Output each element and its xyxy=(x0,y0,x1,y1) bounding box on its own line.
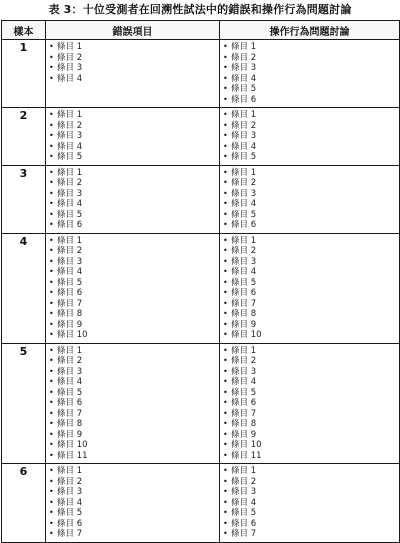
error-item: • 條目 2 xyxy=(49,477,217,488)
error-item: • 條目 4 xyxy=(49,498,217,509)
discussion-item: • 條目 5 xyxy=(223,84,397,95)
sample-cell: 1 xyxy=(2,40,46,108)
discussion-item: • 條目 2 xyxy=(223,53,397,64)
table-row xyxy=(2,233,400,343)
discussion-cell xyxy=(220,108,400,166)
discussion-item: • 條目 1 xyxy=(223,42,397,53)
header-discussion: 操作行為問題討論 xyxy=(220,21,400,40)
error-item: • 條目 6 xyxy=(49,220,217,231)
discussion-item: • 條目 11 xyxy=(223,451,397,462)
error-item: • 條目 5 xyxy=(49,388,217,399)
discussion-list xyxy=(223,346,397,462)
discussion-item: • 條目 4 xyxy=(223,377,397,388)
errors-cell xyxy=(46,233,220,343)
error-item: • 條目 4 xyxy=(49,377,217,388)
error-item: • 條目 7 xyxy=(49,529,217,540)
discussion-item: • 條目 9 xyxy=(223,430,397,441)
error-item: • 條目 9 xyxy=(49,320,217,331)
error-item: • 條目 1 xyxy=(49,466,217,477)
error-item: • 條目 2 xyxy=(49,178,217,189)
errors-list xyxy=(49,236,217,341)
error-item: • 條目 10 xyxy=(49,440,217,451)
error-item: • 條目 2 xyxy=(49,246,217,257)
errors-list xyxy=(49,110,217,163)
error-item: • 條目 6 xyxy=(49,288,217,299)
error-item: • 條目 9 xyxy=(49,430,217,441)
table-row xyxy=(2,464,400,543)
discussion-cell xyxy=(220,165,400,233)
error-item: • 條目 1 xyxy=(49,346,217,357)
discussion-item: • 條目 2 xyxy=(223,356,397,367)
discussion-item: • 條目 1 xyxy=(223,346,397,357)
error-item: • 條目 3 xyxy=(49,63,217,74)
discussion-list xyxy=(223,168,397,231)
discussion-item: • 條目 2 xyxy=(223,121,397,132)
discussion-item: • 條目 8 xyxy=(223,419,397,430)
discussion-item: • 條目 8 xyxy=(223,309,397,320)
table-body xyxy=(2,40,400,543)
error-item: • 條目 3 xyxy=(49,189,217,200)
discussion-item: • 條目 2 xyxy=(223,246,397,257)
error-item: • 條目 3 xyxy=(49,487,217,498)
discussion-item: • 條目 3 xyxy=(223,189,397,200)
errors-list xyxy=(49,466,217,540)
errors-list xyxy=(49,42,217,84)
discussion-item: • 條目 4 xyxy=(223,199,397,210)
errors-cell xyxy=(46,464,220,543)
errors-list xyxy=(49,346,217,462)
discussion-list xyxy=(223,110,397,163)
errors-cell xyxy=(46,343,220,464)
discussion-item: • 條目 6 xyxy=(223,398,397,409)
table-caption: 表 3：十位受測者在回溯性試法中的錯誤和操作行為問題討論 xyxy=(48,3,352,16)
discussion-item: • 條目 3 xyxy=(223,131,397,142)
error-item: • 條目 3 xyxy=(49,367,217,378)
discussion-cell xyxy=(220,464,400,543)
error-item: • 條目 1 xyxy=(49,110,217,121)
discussion-item: • 條目 10 xyxy=(223,440,397,451)
error-item: • 條目 4 xyxy=(49,199,217,210)
discussion-item: • 條目 4 xyxy=(223,498,397,509)
error-item: • 條目 2 xyxy=(49,121,217,132)
error-item: • 條目 4 xyxy=(49,74,217,85)
discussion-item: • 條目 7 xyxy=(223,409,397,420)
error-item: • 條目 3 xyxy=(49,257,217,268)
error-item: • 條目 1 xyxy=(49,236,217,247)
discussion-item: • 條目 4 xyxy=(223,74,397,85)
sample-cell: 5 xyxy=(2,343,46,464)
discussion-item: • 條目 3 xyxy=(223,487,397,498)
sample-cell: 2 xyxy=(2,108,46,166)
discussion-item: • 條目 6 xyxy=(223,220,397,231)
discussion-item: • 條目 3 xyxy=(223,257,397,268)
errors-cell xyxy=(46,165,220,233)
discussion-item: • 條目 5 xyxy=(223,508,397,519)
discussion-item: • 條目 5 xyxy=(223,388,397,399)
errors-list xyxy=(49,168,217,231)
error-item: • 條目 5 xyxy=(49,152,217,163)
header-errors: 錯誤項目 xyxy=(46,21,220,40)
discussion-item: • 條目 6 xyxy=(223,95,397,106)
discussion-item: • 條目 4 xyxy=(223,142,397,153)
discussion-list xyxy=(223,236,397,341)
error-item: • 條目 5 xyxy=(49,508,217,519)
error-item: • 條目 6 xyxy=(49,519,217,530)
discussion-item: • 條目 6 xyxy=(223,288,397,299)
table-row xyxy=(2,108,400,166)
header-sample: 樣本 xyxy=(2,21,46,40)
error-item: • 條目 1 xyxy=(49,42,217,53)
error-item: • 條目 8 xyxy=(49,309,217,320)
table-row xyxy=(2,40,400,108)
discussion-item: • 條目 6 xyxy=(223,519,397,530)
error-item: • 條目 6 xyxy=(49,398,217,409)
discussion-item: • 條目 1 xyxy=(223,168,397,179)
discussion-item: • 條目 5 xyxy=(223,152,397,163)
discussion-item: • 條目 1 xyxy=(223,236,397,247)
error-item: • 條目 7 xyxy=(49,299,217,310)
error-item: • 條目 10 xyxy=(49,330,217,341)
discussion-item: • 條目 2 xyxy=(223,178,397,189)
discussion-cell xyxy=(220,40,400,108)
error-item: • 條目 7 xyxy=(49,409,217,420)
error-item: • 條目 2 xyxy=(49,356,217,367)
table-row xyxy=(2,343,400,464)
errors-cell xyxy=(46,108,220,166)
discussion-item: • 條目 10 xyxy=(223,330,397,341)
header-row xyxy=(2,21,400,40)
discussion-item: • 條目 2 xyxy=(223,477,397,488)
error-table xyxy=(1,20,400,543)
discussion-item: • 條目 7 xyxy=(223,529,397,540)
error-item: • 條目 2 xyxy=(49,53,217,64)
error-item: • 條目 3 xyxy=(49,131,217,142)
sample-cell: 3 xyxy=(2,165,46,233)
discussion-item: • 條目 1 xyxy=(223,110,397,121)
discussion-list xyxy=(223,466,397,540)
sample-cell: 6 xyxy=(2,464,46,543)
discussion-item: • 條目 7 xyxy=(223,299,397,310)
discussion-item: • 條目 3 xyxy=(223,63,397,74)
error-item: • 條目 4 xyxy=(49,267,217,278)
error-item: • 條目 4 xyxy=(49,142,217,153)
discussion-item: • 條目 1 xyxy=(223,466,397,477)
discussion-item: • 條目 5 xyxy=(223,210,397,221)
discussion-list xyxy=(223,42,397,105)
errors-cell xyxy=(46,40,220,108)
error-item: • 條目 5 xyxy=(49,210,217,221)
error-item: • 條目 11 xyxy=(49,451,217,462)
error-item: • 條目 5 xyxy=(49,278,217,289)
sample-cell: 4 xyxy=(2,233,46,343)
error-item: • 條目 8 xyxy=(49,419,217,430)
discussion-cell xyxy=(220,233,400,343)
discussion-item: • 條目 5 xyxy=(223,278,397,289)
discussion-item: • 條目 4 xyxy=(223,267,397,278)
table-row xyxy=(2,165,400,233)
table-header xyxy=(2,21,400,40)
error-item: • 條目 1 xyxy=(49,168,217,179)
discussion-item: • 條目 9 xyxy=(223,320,397,331)
discussion-item: • 條目 3 xyxy=(223,367,397,378)
discussion-cell xyxy=(220,343,400,464)
